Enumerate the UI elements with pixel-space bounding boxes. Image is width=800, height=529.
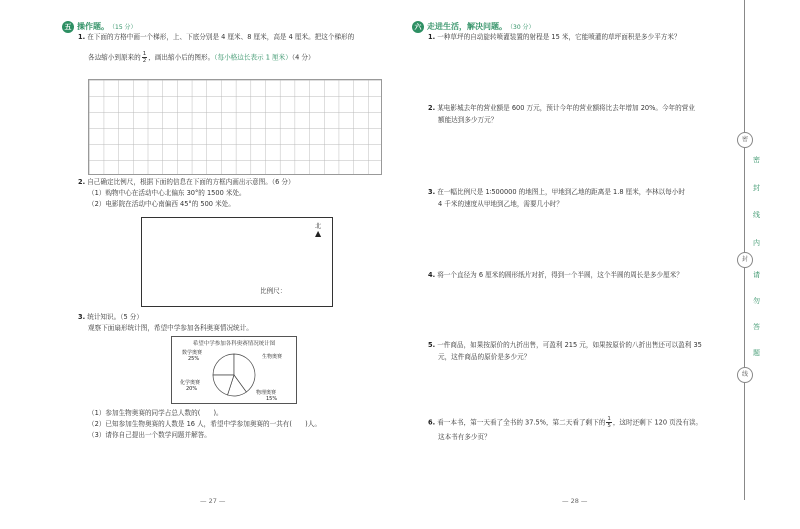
fraction: $\frac{1}{5}$ <box>607 416 611 429</box>
section-score: （30 分） <box>510 24 535 31</box>
sidebar-char: 题 <box>753 349 760 357</box>
page-number: — 28 — <box>562 497 588 505</box>
binding-circle-bottom: 线 <box>737 367 753 383</box>
binding-line <box>744 0 745 500</box>
pie-label-phys: 物理奥赛 15% <box>256 390 278 402</box>
map-drawing-box[interactable] <box>141 217 333 307</box>
pie-label-chem: 化学奥赛 20% <box>180 380 201 392</box>
north-arrow-icon: ▲ <box>315 229 322 238</box>
q3-title: 3. 统计知识。（5 分） <box>78 313 143 321</box>
sidebar-char: 勿 <box>753 297 760 305</box>
sidebar-char: 内 <box>753 239 760 247</box>
q1-line2: 各边缩小到原来的 $\frac{1}{2}$ ，画出缩小后的图形。（每小格边长表示 1 厘米）（4 分） <box>88 51 315 64</box>
section-title: 操作题。 <box>77 22 109 31</box>
q3-sub3: （3）请你自己提出一个数学问题并解答。 <box>88 431 211 439</box>
scale-label: 比例尺： <box>260 287 287 295</box>
q1-line1: 1. 在下面的方格中画一个梯形，上、下底分别是 4 厘米、8 厘米，高是 4 厘米。把这个梯形的 <box>78 33 355 41</box>
q3-sub1: （1）参加生物奥赛的同学占总人数的( )。 <box>88 409 223 417</box>
r-q6-line2: 这本书有多少页？ <box>438 433 491 441</box>
chart-title: 希望中学参加各科奥赛情况统计图 <box>192 341 276 347</box>
sidebar-char: 答 <box>753 323 760 331</box>
sidebar-char: 密 <box>753 156 760 164</box>
r-q1: 1. 一种草坪的自动旋转喷灌装置的射程是 15 米，它能喷灌的草坪面积是多少平方米？ <box>428 33 681 41</box>
north-indicator: 北 ▲ <box>315 223 322 238</box>
sidebar-char: 封 <box>753 184 760 192</box>
binding-circle-mid: 封 <box>737 252 753 268</box>
section-title: 走进生活，解决问题。 <box>427 22 507 31</box>
q2-item1: （1）购物中心在活动中心北偏东 30°的 1500 米处。 <box>88 189 246 197</box>
pie-label-bio: 生物奥赛 <box>262 354 283 360</box>
drawing-grid[interactable] <box>88 79 382 175</box>
q3-intro: 观察下面扇形统计图，希望中学参加各科奥赛情况统计。 <box>88 324 253 332</box>
q2-line1: 2. 自己确定比例尺，根据下面的信息在下面的方框内画出示意图。（6 分） <box>78 178 295 186</box>
sidebar-char: 线 <box>753 211 760 219</box>
pie-chart <box>172 337 296 403</box>
section-badge: 六 <box>412 21 424 33</box>
pie-slice-0 <box>213 354 234 375</box>
section-score: （15 分） <box>112 24 137 31</box>
pie-chart-box <box>171 336 297 404</box>
q2-item2: （2）电影院在活动中心南偏西 45°的 500 米处。 <box>88 200 235 208</box>
r-q5-line2: 元，这件商品的原价是多少元？ <box>438 353 531 361</box>
q3-sub2: （2）已知参加生物奥赛的人数是 16 人，希望中学参加奥赛的一共有( )人。 <box>88 420 321 428</box>
r-q2-line1: 2. 某电影城去年的营业额是 600 万元，预计今年的营业额将比去年增加 20%。今年的营业 <box>428 104 695 112</box>
fraction: $\frac{1}{2}$ <box>142 51 147 64</box>
pie-label-math: 数学奥赛 25% <box>182 350 203 362</box>
r-q3-line2: 4 千米的速度从甲地到乙地，需要几小时？ <box>438 200 563 208</box>
r-q4: 4. 将一个直径为 6 厘米的圆形纸片对折，得到一个半圆，这个半圆的周长是多少厘米？ <box>428 271 683 279</box>
binding-circle-top: 密 <box>737 132 753 148</box>
r-q6-line1: 6. 看一本书，第一天看了全书的 37.5%，第二天看了剩下的 $\frac{1}{5}$ ，这时还剩下 120 页没有读。 <box>428 416 703 429</box>
r-q2-line2: 额能达到多少万元？ <box>438 116 498 124</box>
section-badge: 五 <box>62 21 74 33</box>
page-number: — 27 — <box>200 497 226 505</box>
r-q3-line1: 3. 在一幅比例尺是 1∶500000 的地图上，甲地到乙地的距离是 1.8 厘米，李林以每小时 <box>428 188 685 196</box>
r-q5-line1: 5. 一件商品，如果按原价的九折出售，可盈利 215 元，如果按原价的八折出售还可以盈利 35 <box>428 341 702 349</box>
sidebar-char: 请 <box>753 271 760 279</box>
